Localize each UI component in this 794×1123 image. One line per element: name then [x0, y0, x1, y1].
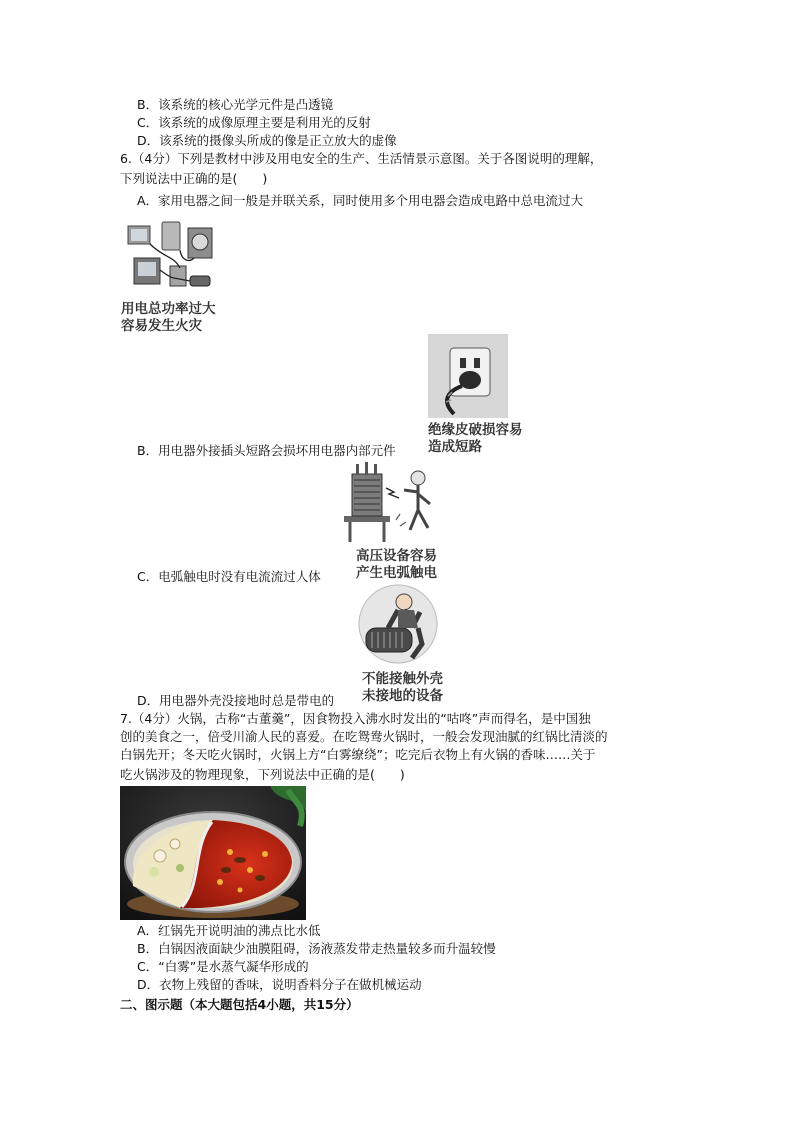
appliances-icon: [124, 218, 224, 300]
figure4-caption-line1: 不能接触外壳: [362, 671, 443, 687]
q7-option-a: A．红锅先开说明油的沸点比水低: [137, 923, 321, 938]
q7-stem-line4: 吃火锅涉及的物理现象，下列说法中正确的是( ): [120, 767, 405, 782]
q6-option-c: C．电弧触电时没有电流流过人体: [137, 569, 321, 584]
q7-stem-line2: 创的美食之一，倍受川渝人民的喜爱。在吃鸳鸯火锅时，一般会发现油腻的红锅比清淡的: [120, 729, 608, 744]
motor-icon: [358, 584, 438, 666]
figure1-caption-line2: 容易发生火灾: [121, 318, 202, 334]
figure2-caption-line1: 绝缘皮破损容易: [428, 422, 523, 438]
figure4-caption-line2: 未接地的设备: [362, 688, 443, 704]
section2-heading: 二、图示题（本大题包括4小题，共15分）: [120, 997, 359, 1012]
high-voltage-icon: [344, 460, 444, 544]
q5-option-c: C．该系统的成像原理主要是利用光的反射: [137, 115, 371, 130]
q6-stem-line1: 6.（4分）下列是教材中涉及用电安全的生产、生活情景示意图。关于各图说明的理解，: [120, 151, 603, 166]
figure1-caption-line1: 用电总功率过大: [121, 301, 216, 317]
figure2-caption-line2: 造成短路: [428, 439, 482, 455]
hotpot-photo: [120, 786, 306, 920]
q6-stem-line2: 下列说法中正确的是( ): [120, 171, 268, 186]
q6-option-b: B．用电器外接插头短路会损坏用电器内部元件: [137, 443, 396, 458]
q5-option-d: D．该系统的摄像头所成的像是正立放大的虚像: [137, 133, 397, 148]
q5-option-b: B．该系统的核心光学元件是凸透镜: [137, 97, 334, 112]
q7-option-c: C．“白雾”是水蒸气凝华形成的: [137, 959, 309, 974]
q7-stem-line3: 白锅先开；冬天吃火锅时，火锅上方“白雾缭绕”；吃完后衣物上有火锅的香味……关于: [120, 747, 596, 762]
q6-option-a: A．家用电器之间一般是并联关系，同时使用多个用电器会造成电路中总电流过大: [137, 193, 584, 208]
q7-option-d: D．衣物上残留的香味，说明香料分子在做机械运动: [137, 977, 422, 992]
socket-plug-icon: [428, 334, 508, 418]
q6-option-d: D．用电器外壳没接地时总是带电的: [137, 693, 335, 708]
figure3-caption-line2: 产生电弧触电: [356, 565, 437, 581]
q7-option-b: B．白锅因液面缺少油膜阻碍，汤液蒸发带走热量较多而升温较慢: [137, 941, 496, 956]
q7-stem-line1: 7.（4分）火锅，古称“古董羹”，因食物投入沸水时发出的“咕咚”声而得名，是中国独: [120, 711, 591, 726]
figure3-caption-line1: 高压设备容易: [356, 548, 437, 564]
